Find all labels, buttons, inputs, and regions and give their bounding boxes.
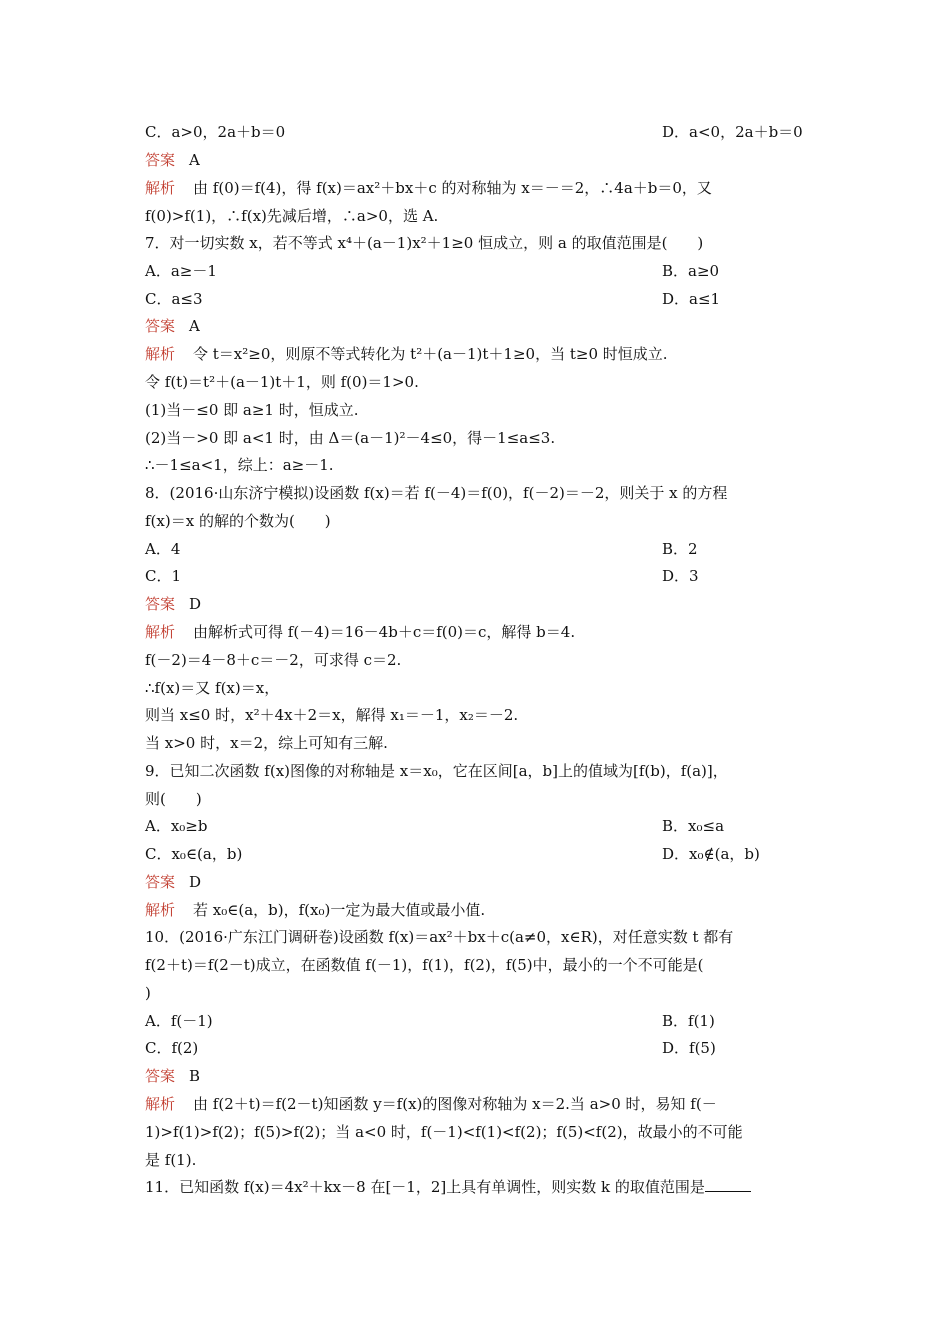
analysis-line bbox=[145, 1093, 810, 1115]
option-row bbox=[145, 843, 810, 865]
answer-label: 答案 bbox=[145, 1067, 176, 1085]
answer-value: A bbox=[189, 317, 200, 335]
option-d: D．a<0，2a＋b＝0 bbox=[662, 123, 803, 141]
text-line: f(－2)＝4－8＋c＝－2，可求得 c＝2. bbox=[145, 651, 402, 669]
option-c: C．f(2) bbox=[145, 1039, 199, 1057]
analysis-line bbox=[145, 899, 810, 921]
option-b: B．f(1) bbox=[662, 1012, 715, 1030]
analysis-text: 若 x₀∈(a，b)，f(x₀)一定为最大值或最小值. bbox=[193, 901, 486, 919]
text-line: ) bbox=[145, 984, 151, 1002]
answer-label: 答案 bbox=[145, 151, 176, 169]
option-c: C．1 bbox=[145, 567, 182, 585]
option-c: C．a≤3 bbox=[145, 290, 203, 308]
text-line: 当 x>0 时，x＝2，综上可知有三解. bbox=[145, 734, 388, 752]
answer-label: 答案 bbox=[145, 595, 176, 613]
analysis-label: 解析 bbox=[145, 1095, 176, 1113]
text-line: 令 f(t)＝t²＋(a－1)t＋1，则 f(0)＝1>0. bbox=[145, 373, 419, 391]
answer-value: B bbox=[189, 1067, 201, 1085]
analysis-label: 解析 bbox=[145, 179, 176, 197]
analysis-label: 解析 bbox=[145, 623, 176, 641]
answer-line bbox=[145, 1065, 810, 1087]
answer-value: D bbox=[189, 873, 202, 891]
option-a: A．x₀≥b bbox=[145, 817, 208, 835]
text-line: ∴f(x)＝又 f(x)＝x， bbox=[145, 679, 280, 697]
question-11 bbox=[145, 1176, 810, 1198]
option-b: B．x₀≤a bbox=[662, 817, 725, 835]
option-b: B．2 bbox=[662, 540, 698, 558]
answer-line bbox=[145, 593, 810, 615]
text-line: 则( ) bbox=[145, 790, 202, 808]
option-row bbox=[145, 260, 810, 282]
option-d: D．3 bbox=[662, 567, 699, 585]
analysis-text: 令 t＝x²≥0，则原不等式转化为 t²＋(a－1)t＋1≥0，当 t≥0 时恒成立. bbox=[193, 345, 668, 363]
option-row bbox=[145, 1010, 810, 1032]
analysis-line bbox=[145, 177, 810, 199]
text-line: f(0)>f(1)，∴f(x)先减后增，∴a>0，选 A. bbox=[145, 207, 439, 225]
option-row bbox=[145, 121, 810, 143]
answer-line bbox=[145, 315, 810, 337]
question-8: 8．(2016·山东济宁模拟)设函数 f(x)＝若 f(－4)＝f(0)，f(－2)＝－2，则关于 x 的方程 bbox=[145, 484, 728, 502]
option-row bbox=[145, 538, 810, 560]
analysis-text: 由 f(0)＝f(4)，得 f(x)＝ax²＋bx＋c 的对称轴为 x＝－＝2，∴4a＋b＝0，又 bbox=[193, 179, 712, 197]
option-row bbox=[145, 1037, 810, 1059]
option-a: A．f(－1) bbox=[145, 1012, 213, 1030]
option-c: C．x₀∈(a，b) bbox=[145, 845, 243, 863]
text-line: ∴－1≤a<1，综上：a≥－1. bbox=[145, 456, 334, 474]
option-a: A．4 bbox=[145, 540, 181, 558]
answer-label: 答案 bbox=[145, 873, 176, 891]
answer-value: D bbox=[189, 595, 202, 613]
text-line: (1)当－≤0 即 a≥1 时，恒成立. bbox=[145, 401, 359, 419]
text-line: f(2＋t)＝f(2－t)成立，在函数值 f(－1)，f(1)，f(2)，f(5)中，最小的一个不可能是( bbox=[145, 956, 704, 974]
option-row bbox=[145, 815, 810, 837]
answer-blank bbox=[705, 1177, 751, 1192]
option-c: C．a>0，2a＋b＝0 bbox=[145, 123, 286, 141]
answer-label: 答案 bbox=[145, 317, 176, 335]
analysis-label: 解析 bbox=[145, 345, 176, 363]
text-line: (2)当－>0 即 a<1 时，由 Δ＝(a－1)²－4≤0，得－1≤a≤3. bbox=[145, 429, 556, 447]
analysis-line bbox=[145, 621, 810, 643]
question-10: 10．(2016·广东江门调研卷)设函数 f(x)＝ax²＋bx＋c(a≠0，x∈R)，对任意实数 t 都有 bbox=[145, 928, 734, 946]
text-line: 是 f(1). bbox=[145, 1151, 197, 1169]
option-row bbox=[145, 288, 810, 310]
option-d: D．f(5) bbox=[662, 1039, 716, 1057]
option-b: B．a≥0 bbox=[662, 262, 720, 280]
option-a: A．a≥－1 bbox=[145, 262, 217, 280]
answer-line bbox=[145, 149, 810, 171]
text-line: 1)>f(1)>f(2)；f(5)>f(2)；当 a<0 时，f(－1)<f(1)<f(2)；f(5)<f(2)，故最小的不可能 bbox=[145, 1123, 743, 1141]
option-d: D．a≤1 bbox=[662, 290, 721, 308]
analysis-label: 解析 bbox=[145, 901, 176, 919]
analysis-text: 由 f(2＋t)＝f(2－t)知函数 y＝f(x)的图像对称轴为 x＝2.当 a>0 时，易知 f(－ bbox=[193, 1095, 717, 1113]
question-7: 7．对一切实数 x，若不等式 x⁴＋(a－1)x²＋1≥0 恒成立，则 a 的取值范围是( ) bbox=[145, 234, 704, 252]
answer-line bbox=[145, 871, 810, 893]
question-text: 11．已知函数 f(x)＝4x²＋kx－8 在[－1，2]上具有单调性，则实数 k 的取值范围是 bbox=[145, 1178, 705, 1196]
question-9: 9．已知二次函数 f(x)图像的对称轴是 x＝x₀，它在区间[a，b]上的值域为[f(b)，f(a)]， bbox=[145, 762, 728, 780]
answer-value: A bbox=[189, 151, 200, 169]
text-line: f(x)＝x 的解的个数为( ) bbox=[145, 512, 331, 530]
text-line: 则当 x≤0 时，x²＋4x＋2＝x，解得 x₁＝－1，x₂＝－2. bbox=[145, 706, 519, 724]
option-d: D．x₀∉(a，b) bbox=[662, 845, 760, 863]
option-row bbox=[145, 565, 810, 587]
analysis-text: 由解析式可得 f(－4)＝16－4b＋c＝f(0)＝c，解得 b＝4. bbox=[193, 623, 576, 641]
analysis-line bbox=[145, 343, 810, 365]
